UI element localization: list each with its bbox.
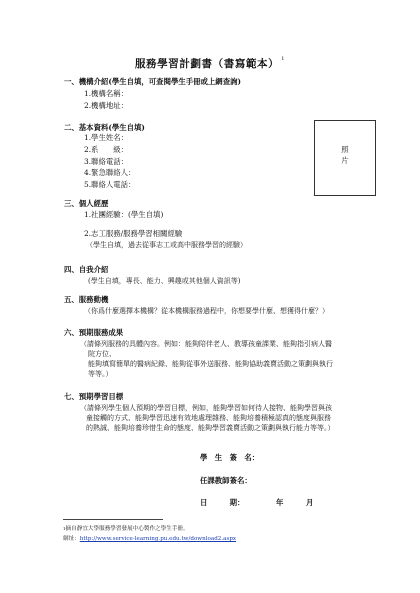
title-footnote-mark: 1 xyxy=(281,56,286,62)
photo-label-line2: 片 xyxy=(341,156,349,165)
org-address-label: 2.機構地址： xyxy=(84,101,129,110)
outcome-line-1: （請條列服務的具體內容。例如：能夠陪伴老人、教導孩童課業、能夠指引病人醫 xyxy=(80,340,332,348)
section3-heading: 三、個人經歷 xyxy=(64,199,109,208)
self-intro-note: (學生自填，專長、能力、興趣或其他個人資訊等) xyxy=(88,277,241,285)
section2-heading: 二、基本資料(學生自填) xyxy=(64,123,145,132)
goal-line-3: 的熱誠、能夠培養珍惜生命的態度、能夠學習義賣活動之策劃與執行能力等等。） xyxy=(86,424,335,432)
footnote-mark: 1 xyxy=(63,526,66,531)
photo-label-line1: 照 xyxy=(341,145,349,154)
footnote-url-line xyxy=(63,535,236,543)
date-year-label: 年 xyxy=(276,498,284,507)
motivation-note: （你爲什麼選擇本機構？從本機構服務過程中，你想要學什麼、想獲得什麼？） xyxy=(84,307,329,315)
footnote-source: 摘自靜宜大學服務學習發展中心製作之學生手冊。 xyxy=(65,526,189,532)
page-title xyxy=(0,56,420,71)
date-month-label: 月 xyxy=(306,498,314,507)
section1-heading: 一、機構介紹(學生自填，可查閱學生手冊或上網查詢) xyxy=(64,77,241,86)
photo-label xyxy=(315,144,375,166)
org-name-label: 1.機構名稱： xyxy=(84,89,129,98)
goal-line-2: 童接觸的方式、能夠學習迅速有效地處理雜務、能夠培養積極認真的態度與服務 xyxy=(86,414,331,422)
photo-box xyxy=(314,120,376,196)
emergency-contact-label: 4.緊急聯絡人： xyxy=(84,168,136,177)
outcome-line-2: 院方位、 xyxy=(88,350,116,358)
contact-phone-label: 5.聯絡人電話： xyxy=(84,180,136,189)
outcome-line-4: 等等。） xyxy=(88,370,113,378)
footnote-text xyxy=(63,525,189,533)
footnote-divider xyxy=(63,519,163,520)
student-name-label: 1.學生姓名： xyxy=(84,133,129,142)
volunteer-experience: 2.志工服務/服務學習相關經驗 xyxy=(84,229,183,238)
footnote-url-label: 網址： xyxy=(63,536,80,542)
footnote-url-link[interactable]: http://www.service-learning.pu.edu.tw/download2.aspx xyxy=(79,536,237,542)
title-text: 服務學習計劃書（書寫範本） xyxy=(134,58,280,70)
student-signature-label: 學 生 簽 名： xyxy=(200,453,260,462)
club-experience: 1.社團經驗：(學生自填) xyxy=(84,210,164,219)
teacher-signature-label: 任課教師簽名： xyxy=(200,476,252,485)
volunteer-experience-note: （學生自填，過去從事志工或高中服務學習的經驗） xyxy=(86,241,247,249)
date-label: 日 期： xyxy=(200,498,245,507)
section6-heading: 六、預期服務成果 xyxy=(64,328,124,337)
section5-heading: 五、服務動機 xyxy=(64,295,109,304)
department-label: 2.系 級： xyxy=(84,145,129,154)
outcome-line-3: 能夠填寫簡單的醫病紀錄、能夠從事外送服務、能夠協助義賣活動之策劃與執行 xyxy=(88,360,333,368)
section4-heading: 四、自我介紹 xyxy=(64,265,109,274)
phone-label: 3.聯絡電話： xyxy=(84,157,129,166)
section7-heading: 七、預期學習目標 xyxy=(64,392,124,401)
goal-line-1: （請條列學生個人預期的學習目標，例如，能夠學習如何待人接物、能夠學習與孩 xyxy=(80,404,332,412)
